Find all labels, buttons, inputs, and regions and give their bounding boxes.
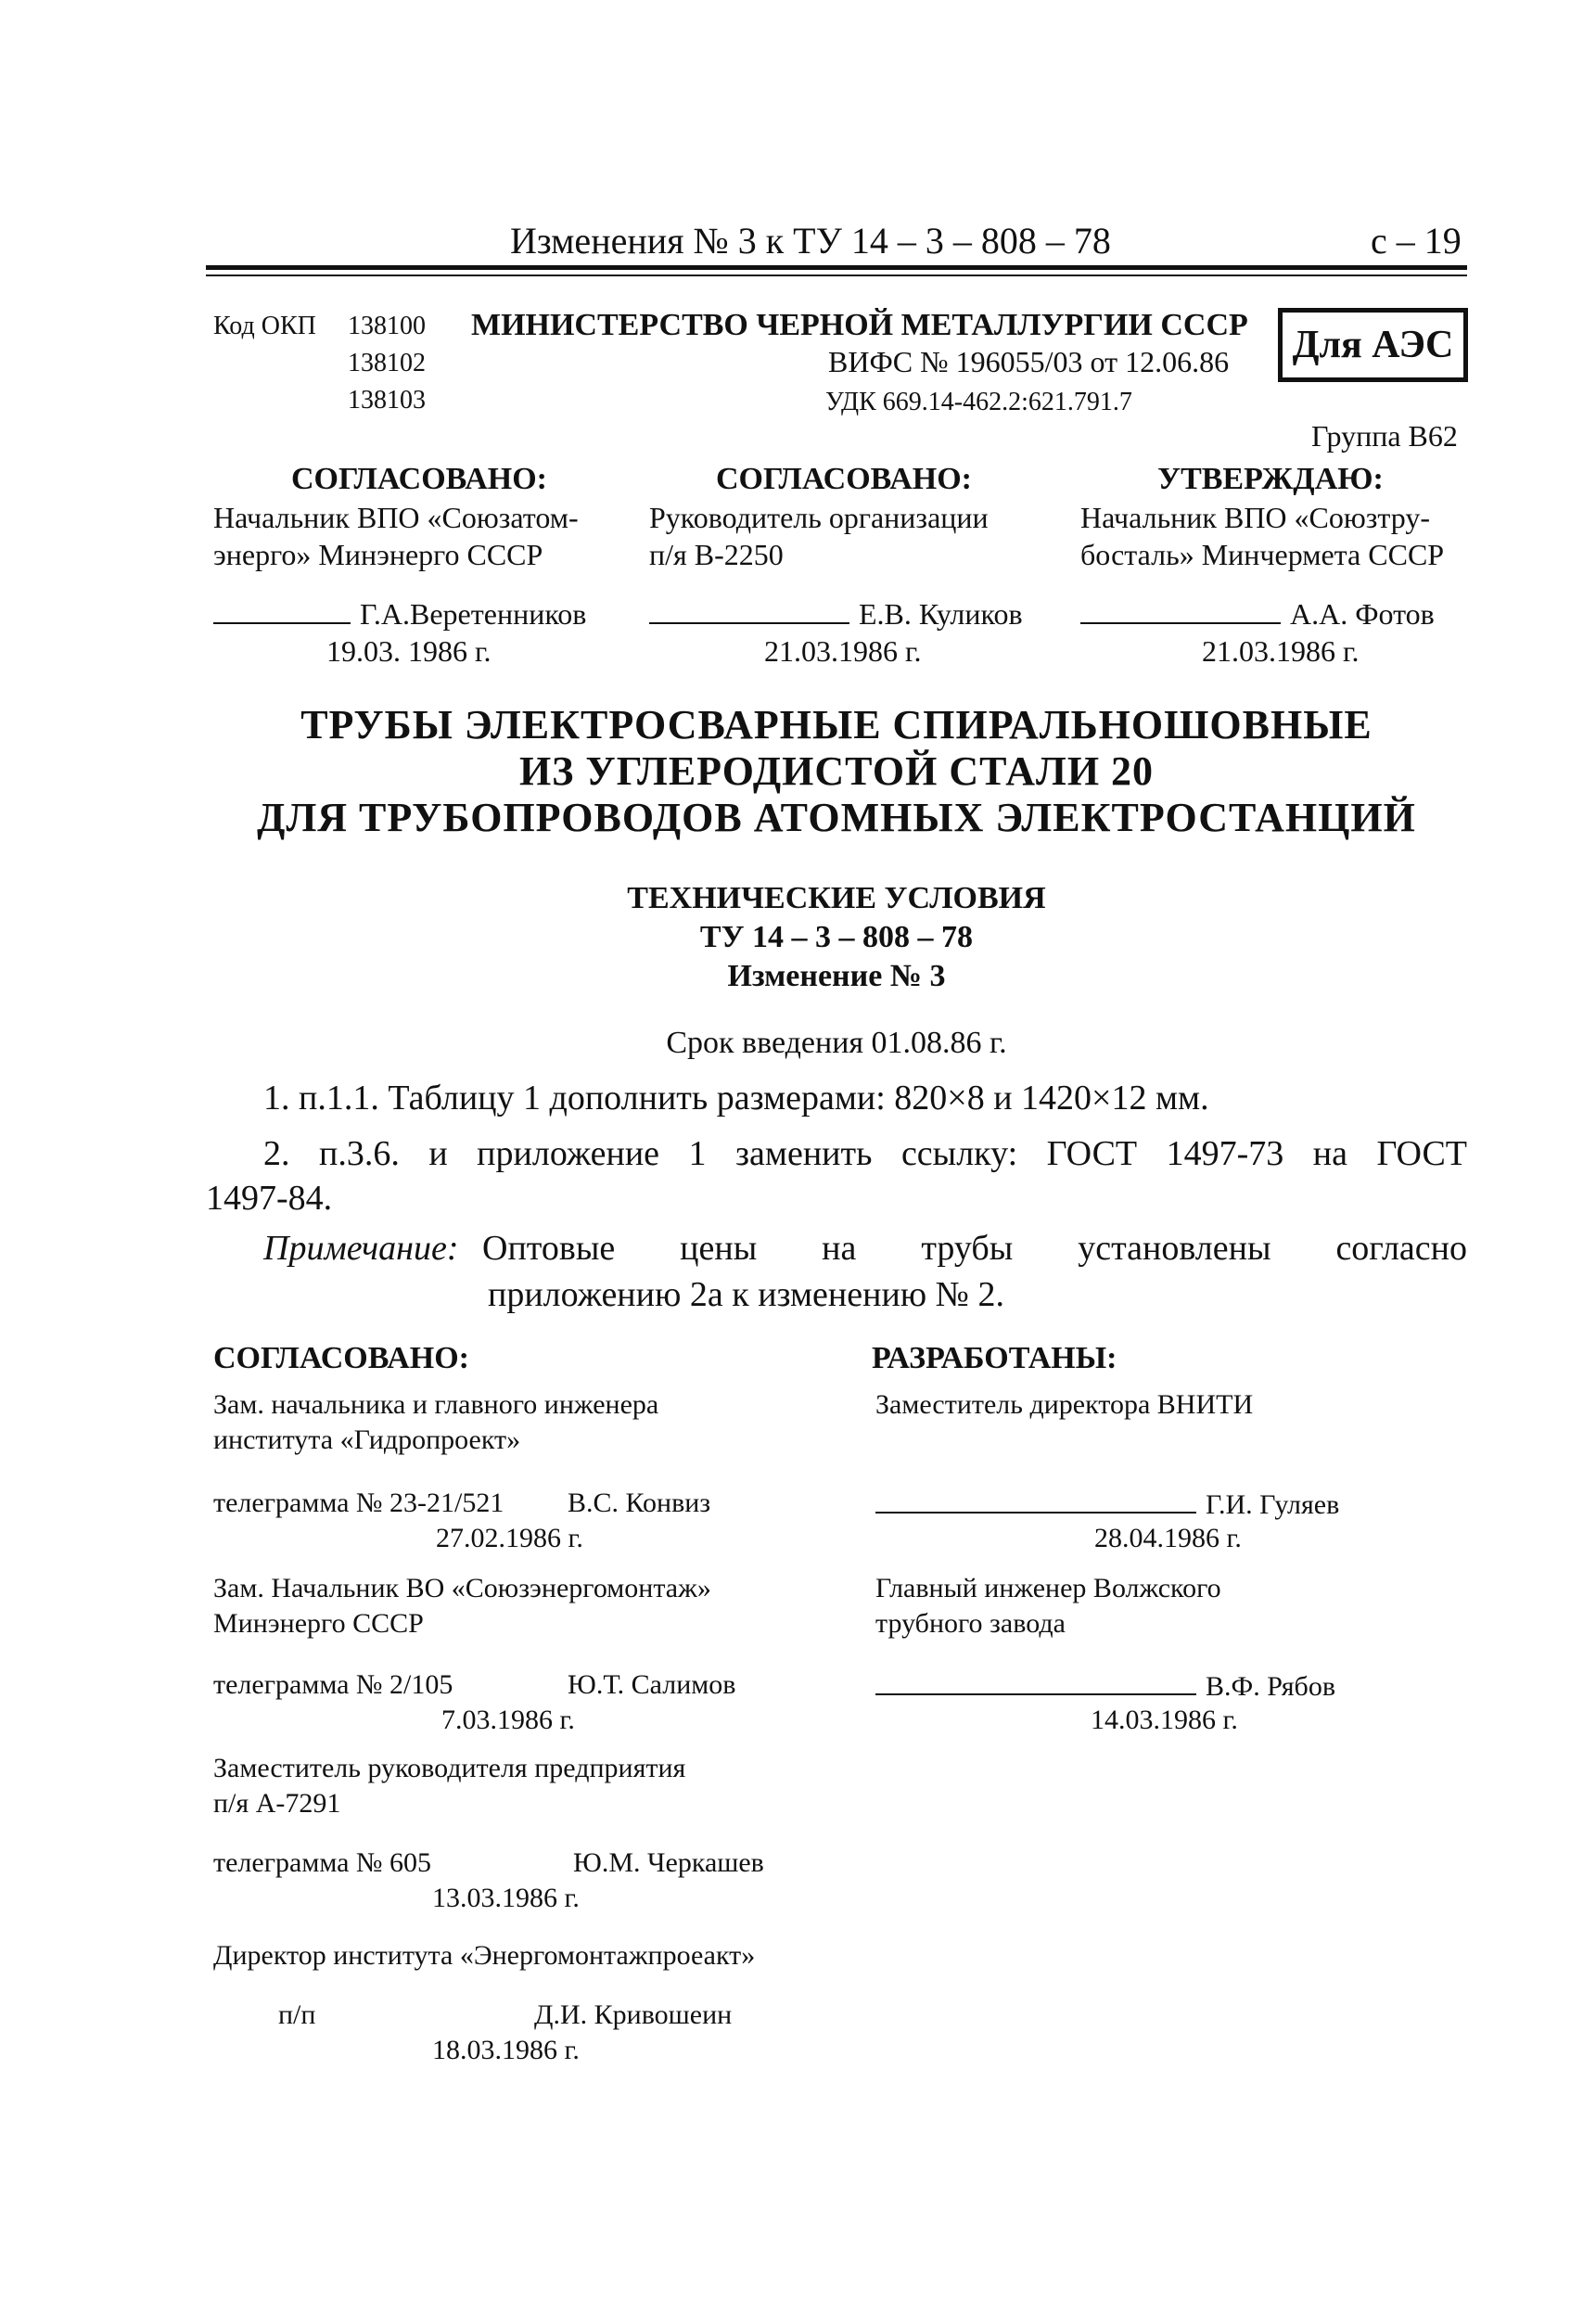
agreed-signer: В.С. Конвиз bbox=[568, 1488, 711, 1518]
approval-position: Начальник ВПО «Союзтру- bbox=[1080, 501, 1431, 534]
note-label: Примечание: bbox=[263, 1229, 459, 1268]
approval-signer: А.А. Фотов bbox=[1290, 597, 1435, 631]
header-rule-thin bbox=[206, 275, 1467, 276]
subtitle-line: ТЕХНИЧЕСКИЕ УСЛОВИЯ bbox=[627, 881, 1046, 915]
approval-date: 21.03.1986 г. bbox=[1202, 634, 1360, 668]
agreed-position: Зам. начальника и главного инженера bbox=[213, 1389, 659, 1420]
approval-position: босталь» Минчермета СССР bbox=[1080, 538, 1445, 571]
developed-signer: В.Ф. Рябов bbox=[1206, 1671, 1335, 1702]
agreed-signer: Д.И. Кривошеин bbox=[534, 1999, 733, 2030]
ministry-name: МИНИСТЕРСТВО ЧЕРНОЙ МЕТАЛЛУРГИИ СССР bbox=[471, 308, 1248, 342]
developed-heading: РАЗРАБОТАНЫ: bbox=[872, 1341, 1117, 1375]
approval-signature-line bbox=[213, 597, 586, 632]
change-item: 1. п.1.1. Таблицу 1 дополнить размерами: 820×8 и 1420×12 мм. bbox=[263, 1079, 1209, 1118]
agreed-reference: п/п bbox=[278, 1999, 316, 2030]
approval-heading: СОГЛАСОВАНО: bbox=[715, 462, 972, 496]
approval-position: энерго» Минэнерго СССР bbox=[213, 538, 543, 571]
developed-signature-line bbox=[875, 1669, 1335, 1703]
approval-signer: Г.А.Веретенников bbox=[360, 597, 587, 631]
approval-signature-line bbox=[1080, 597, 1435, 632]
agreed-date: 27.02.1986 г. bbox=[436, 1523, 583, 1553]
agreed-position: Минэнерго СССР bbox=[213, 1608, 424, 1639]
vifs-number: ВИФС № 196055/03 от 12.06.86 bbox=[828, 345, 1230, 378]
document-title-line: ИЗ УГЛЕРОДИСТОЙ СТАЛИ 20 bbox=[518, 748, 1155, 794]
approval-position: Руководитель организации bbox=[649, 501, 989, 534]
agreed-position: Заместитель руководителя предприятия bbox=[213, 1753, 686, 1783]
developed-signature-line bbox=[875, 1488, 1339, 1521]
developed-position: Главный инженер Волжского bbox=[875, 1573, 1221, 1603]
approval-position: Начальник ВПО «Союзатом- bbox=[213, 501, 579, 534]
page-number: с – 19 bbox=[1371, 220, 1462, 262]
document-title-line: ТРУБЫ ЭЛЕКТРОСВАРНЫЕ СПИРАЛЬНОШОВНЫЕ bbox=[300, 702, 1373, 747]
agreed-reference: телеграмма № 2/105 bbox=[213, 1669, 453, 1700]
header-rule-thick bbox=[206, 265, 1467, 270]
agreed-position: Зам. Начальник ВО «Союзэнергомонтаж» bbox=[213, 1573, 711, 1603]
subtitle-line: ТУ 14 – 3 – 808 – 78 bbox=[699, 920, 974, 954]
agreed-date: 18.03.1986 г. bbox=[432, 2035, 580, 2065]
subtitle-line: Изменение № 3 bbox=[727, 959, 946, 993]
approval-date: 21.03.1986 г. bbox=[764, 634, 922, 668]
agreed-signer: Ю.Т. Салимов bbox=[568, 1669, 736, 1700]
developed-position: Заместитель директора ВНИТИ bbox=[875, 1389, 1254, 1420]
approval-position: п/я В-2250 bbox=[649, 538, 784, 571]
developed-date: 14.03.1986 г. bbox=[1091, 1705, 1238, 1735]
change-item-continuation: 1497-84. bbox=[206, 1179, 333, 1218]
agreed-date: 7.03.1986 г. bbox=[441, 1705, 575, 1735]
okp-code: 138100 bbox=[348, 312, 426, 340]
developed-signer: Г.И. Гуляев bbox=[1206, 1489, 1340, 1520]
agreed-position: Директор института «Энергомонтажпроеакт» bbox=[213, 1940, 756, 1971]
okp-code: 138103 bbox=[348, 386, 426, 415]
agreed-heading: СОГЛАСОВАНО: bbox=[213, 1341, 470, 1375]
page-header-title: Изменения № 3 к ТУ 14 – 3 – 808 – 78 bbox=[510, 220, 1111, 262]
document-title-line: ДЛЯ ТРУБОПРОВОДОВ АТОМНЫХ ЭЛЕКТРОСТАНЦИЙ bbox=[257, 795, 1416, 840]
okp-label: Код ОКП bbox=[213, 312, 316, 340]
note-text: приложению 2а к изменению № 2. bbox=[488, 1275, 1004, 1314]
udk-code: УДК 669.14-462.2:621.791.7 bbox=[825, 388, 1132, 416]
approval-signer: Е.В. Куликов bbox=[859, 597, 1023, 631]
approval-heading: УТВЕРЖДАЮ: bbox=[1157, 462, 1384, 496]
note-text: Оптовые цены на трубы установлены согласно bbox=[482, 1229, 1467, 1268]
developed-position: трубного завода bbox=[875, 1608, 1066, 1639]
approval-date: 19.03. 1986 г. bbox=[326, 634, 492, 668]
agreed-reference: телеграмма № 23-21/521 bbox=[213, 1488, 504, 1518]
agreed-position: п/я А-7291 bbox=[213, 1788, 341, 1819]
okp-code: 138102 bbox=[348, 349, 426, 377]
agreed-position: института «Гидропроект» bbox=[213, 1424, 521, 1455]
npp-stamp: Для АЭС bbox=[1278, 308, 1468, 382]
approval-heading: СОГЛАСОВАНО: bbox=[290, 462, 547, 496]
group-code: Группа В62 bbox=[1311, 419, 1458, 453]
agreed-reference: телеграмма № 605 bbox=[213, 1847, 432, 1878]
agreed-date: 13.03.1986 г. bbox=[432, 1883, 580, 1913]
change-item: 2. п.3.6. и приложение 1 заменить ссылку: ГОСТ 1497-73 на ГОСТ bbox=[263, 1134, 1467, 1173]
approval-signature-line bbox=[649, 597, 1023, 632]
effective-date: Срок введения 01.08.86 г. bbox=[666, 1026, 1007, 1060]
agreed-signer: Ю.М. Черкашев bbox=[573, 1847, 764, 1878]
developed-date: 28.04.1986 г. bbox=[1094, 1523, 1242, 1553]
